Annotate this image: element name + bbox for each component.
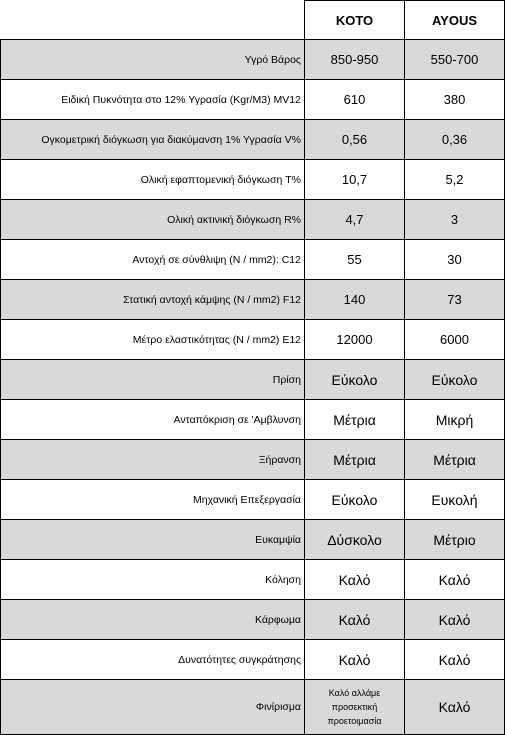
ayous-value: Μέτρια [405, 440, 505, 480]
property-label: Κάρφωμα [1, 600, 305, 640]
property-label: Αντοχή σε σύνθλιψη (N / mm2): C12 [1, 240, 305, 280]
header-row [1, 1, 505, 40]
ayous-value: Καλό [405, 600, 505, 640]
property-label: Υγρό Βάρος [1, 40, 305, 80]
koto-value: 4,7 [305, 200, 405, 240]
property-label: Ξήρανση [1, 440, 305, 480]
ayous-value: 0,36 [405, 120, 505, 160]
property-label: Ανταπόκριση σε 'Αμβλυνση [1, 400, 305, 440]
property-label: Κόληση [1, 560, 305, 600]
table-row [1, 560, 505, 600]
ayous-value: Καλό [405, 640, 505, 680]
ayous-value: 5,2 [405, 160, 505, 200]
koto-value: Εύκολο [305, 360, 405, 400]
table-row [1, 480, 505, 520]
table-row [1, 360, 505, 400]
property-label: Ευκαμψία [1, 520, 305, 560]
ayous-value: 73 [405, 280, 505, 320]
table-body [1, 40, 505, 735]
ayous-value: Μικρή [405, 400, 505, 440]
property-label: Φινίρισμα [1, 680, 305, 735]
koto-value: 55 [305, 240, 405, 280]
table-row [1, 160, 505, 200]
property-label: Ολική ακτινική διόγκωση R% [1, 200, 305, 240]
ayous-value: Καλό [405, 560, 505, 600]
koto-value: Καλό [305, 600, 405, 640]
property-label: Ειδική Πυκνότητα στο 12% Υγρασία (Kgr/M3) MV12 [1, 80, 305, 120]
table-row [1, 80, 505, 120]
table-row [1, 400, 505, 440]
table-row [1, 440, 505, 480]
table-row [1, 640, 505, 680]
ayous-value: 30 [405, 240, 505, 280]
property-label: Μέτρο ελαστικότητας (N / mm2) E12 [1, 320, 305, 360]
koto-value: Καλό [305, 560, 405, 600]
ayous-value: 6000 [405, 320, 505, 360]
koto-value: Καλό αλλάμε προσεκτική προετοιμασία [305, 680, 405, 735]
koto-value: Μέτρια [305, 440, 405, 480]
koto-value: 610 [305, 80, 405, 120]
property-label: Πρίση [1, 360, 305, 400]
table-row [1, 200, 505, 240]
column-header-ayous: AYOUS [405, 1, 505, 40]
header-blank-cell [1, 1, 305, 40]
koto-value: 0,56 [305, 120, 405, 160]
table-row [1, 520, 505, 560]
koto-value: Δύσκολο [305, 520, 405, 560]
ayous-value: 380 [405, 80, 505, 120]
ayous-value: 3 [405, 200, 505, 240]
koto-value: Καλό [305, 640, 405, 680]
table-row [1, 120, 505, 160]
ayous-value: Καλό [405, 680, 505, 735]
table-row [1, 240, 505, 280]
koto-value: Μέτρια [305, 400, 405, 440]
property-label: Δυνατότητες συγκράτησης [1, 640, 305, 680]
property-label: Μηχανική Επεξεργασία [1, 480, 305, 520]
column-header-koto: KOTO [305, 1, 405, 40]
table-row [1, 40, 505, 80]
ayous-value: Εύκολο [405, 360, 505, 400]
table-row [1, 320, 505, 360]
ayous-value: Μέτριο [405, 520, 505, 560]
koto-value: Εύκολο [305, 480, 405, 520]
koto-value: 140 [305, 280, 405, 320]
property-label: Ογκομετρική διόγκωση για διακύμανση 1% Υγρασία V% [1, 120, 305, 160]
koto-value: 850-950 [305, 40, 405, 80]
ayous-value: 550-700 [405, 40, 505, 80]
property-label: Ολική εφαπτομενική διόγκωση T% [1, 160, 305, 200]
ayous-value: Ευκολή [405, 480, 505, 520]
koto-value: 10,7 [305, 160, 405, 200]
table-row [1, 280, 505, 320]
table-row [1, 680, 505, 735]
table-row [1, 600, 505, 640]
koto-value: 12000 [305, 320, 405, 360]
property-label: Στατική αντοχή κάμψης (N / mm2) F12 [1, 280, 305, 320]
